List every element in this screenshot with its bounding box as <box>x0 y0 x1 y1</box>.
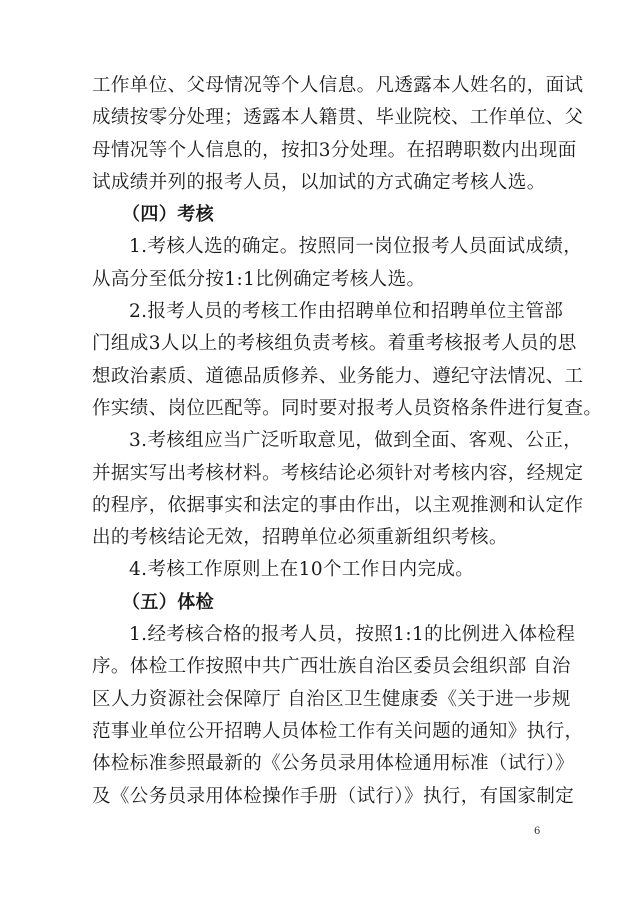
paragraph-line: 想政治素质、道德品质修养、业务能力、遵纪守法情况、工 <box>92 365 584 387</box>
paragraph-line: 出的考核结论无效，招聘单位必须重新组织考核。 <box>92 527 508 549</box>
section-heading-assessment: （四）考核 <box>122 204 214 226</box>
paragraph-line: 工作单位、父母情况等个人信息。凡透露本人姓名的，面试 <box>92 75 584 96</box>
paragraph-line: 试成绩并列的报考人员，以加试的方式确定考核人选。 <box>92 171 546 193</box>
paragraph-line: 1.经考核合格的报考人员，按照1:1的比例进入体检程 <box>129 624 576 646</box>
document-body <box>92 70 603 813</box>
paragraph-line: 及《公务员录用体检操作手册（试行）》执行，有国家制定 <box>92 785 575 807</box>
paragraph-line: 2.报考人员的考核工作由招聘单位和招聘单位主管部 <box>129 301 564 323</box>
paragraph-line: 序。体检工作按照中共广西壮族自治区委员会组织部 自治 <box>92 656 571 678</box>
paragraph-line: 3.考核组应当广泛听取意见，做到全面、客观、公正， <box>129 430 583 452</box>
page-number: 6 <box>534 826 541 837</box>
paragraph-line: 作实绩、岗位匹配等。同时要对报考人员资格条件进行复查。 <box>92 397 603 419</box>
paragraph-line: 1.考核人选的确定。按照同一岗位报考人员面试成绩， <box>129 236 583 258</box>
paragraph-line: 范事业单位公开招聘人员体检工作有关问题的通知》执行， <box>92 720 584 742</box>
paragraph-line: 4.考核工作原则上在10个工作日内完成。 <box>129 559 475 581</box>
paragraph-line: 的程序，依据事实和法定的事由作出，以主观推测和认定作 <box>92 494 584 516</box>
paragraph-line: 并据实写出考核材料。考核结论必须针对考核内容，经规定 <box>92 462 584 484</box>
paragraph-line: 体检标准参照最新的《公务员录用体检通用标准（试行）》 <box>92 753 575 775</box>
paragraph-line: 门组成3人以上的考核组负责考核。着重考核报考人员的思 <box>92 333 577 355</box>
paragraph-line: 母情况等个人信息的，按扣3分处理。在招聘职数内出现面 <box>92 139 577 161</box>
section-heading-physical-exam: （五）体检 <box>122 591 214 613</box>
paragraph-line: 成绩按零分处理；透露本人籍贯、毕业院校、工作单位、父 <box>92 107 584 129</box>
paragraph-line: 区人力资源社会保障厅 自治区卫生健康委《关于进一步规 <box>92 688 571 710</box>
paragraph-line: 从高分至低分按1:1比例确定考核人选。 <box>92 268 426 290</box>
